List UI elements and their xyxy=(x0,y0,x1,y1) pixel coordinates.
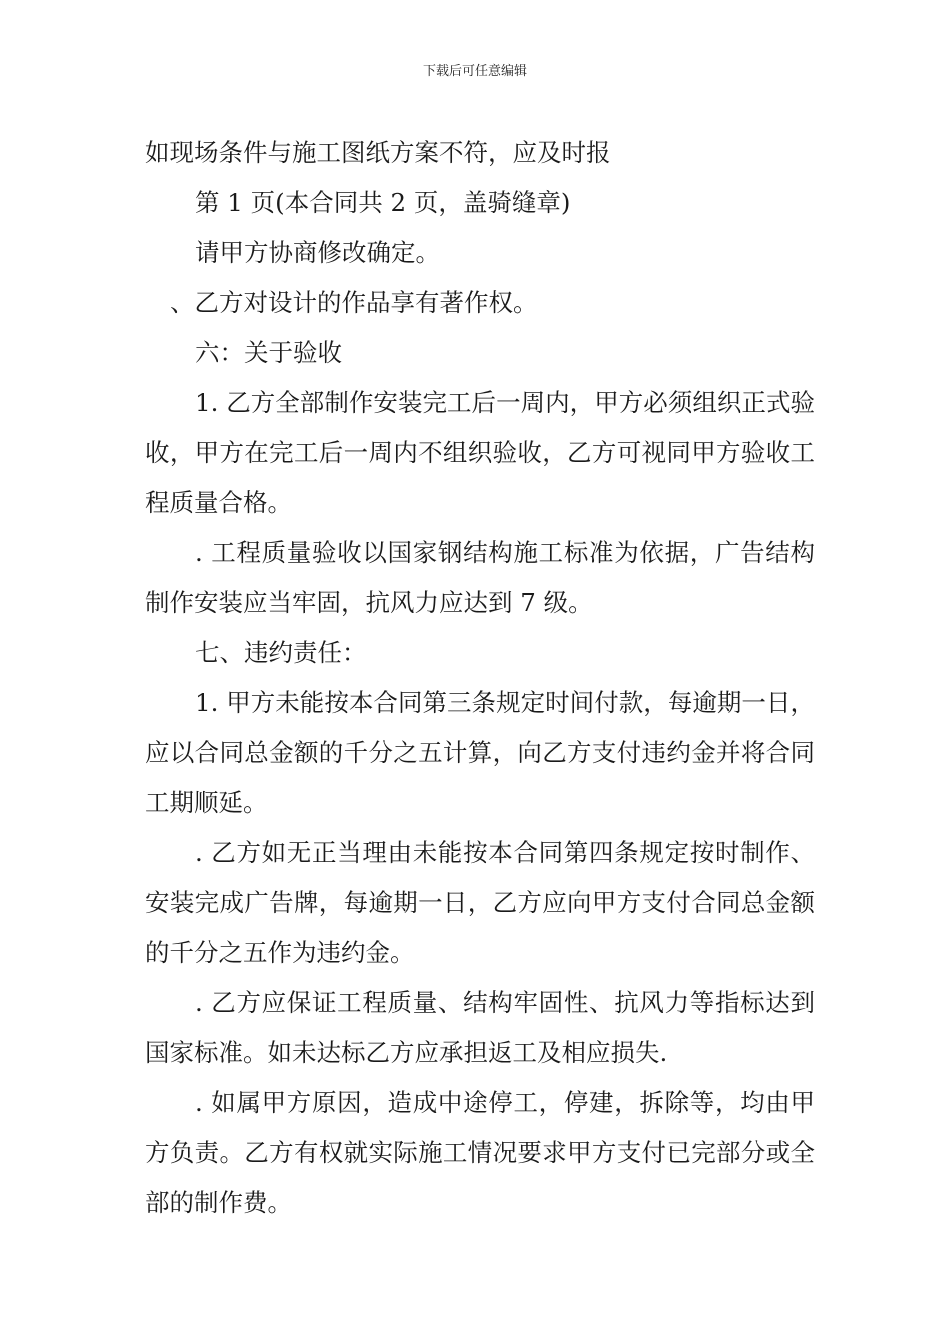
document-body xyxy=(145,128,815,1228)
section-heading-liability: 七、违约责任： xyxy=(195,638,367,667)
paragraph-page-note: 第 1 页(本合同共 2 页，盖骑缝章) xyxy=(195,188,571,217)
paragraph-site-conditions: 如现场条件与施工图纸方案不符，应及时报 xyxy=(145,138,611,167)
paragraph-acceptance-1: 1. 乙方全部制作安装完工后一周内，甲方必须组织正式验收，甲方在完工后一周内不组织验收，乙方可视同甲方验收工程质量合格。 xyxy=(145,388,815,517)
paragraph-acceptance-2: . 工程质量验收以国家钢结构施工标准为依据，广告结构制作安装应当牢固，抗风力应达到 7 级。 xyxy=(145,538,815,617)
page-header: 下载后可任意编辑 xyxy=(422,64,527,79)
paragraph-consult-modify: 请甲方协商修改确定。 xyxy=(195,238,440,267)
paragraph-copyright: 、乙方对设计的作品享有著作权。 xyxy=(170,288,538,317)
paragraph-liability-1: 1. 甲方未能按本合同第三条规定时间付款，每逾期一日，应以合同总金额的千分之五计算，向乙方支付违约金并将合同工期顺延。 xyxy=(145,688,815,817)
section-heading-acceptance: 六：关于验收 xyxy=(195,338,342,367)
paragraph-liability-4: . 如属甲方原因，造成中途停工，停建，拆除等，均由甲方负责。乙方有权就实际施工情况要求甲方支付已完部分或全部的制作费。 xyxy=(145,1088,815,1217)
paragraph-liability-3: . 乙方应保证工程质量、结构牢固性、抗风力等指标达到国家标准。如未达标乙方应承担返工及相应损失. xyxy=(145,988,815,1067)
paragraph-liability-2: . 乙方如无正当理由未能按本合同第四条规定按时制作、安装完成广告牌，每逾期一日，乙方应向甲方支付合同总金额的千分之五作为违约金。 xyxy=(145,838,815,967)
